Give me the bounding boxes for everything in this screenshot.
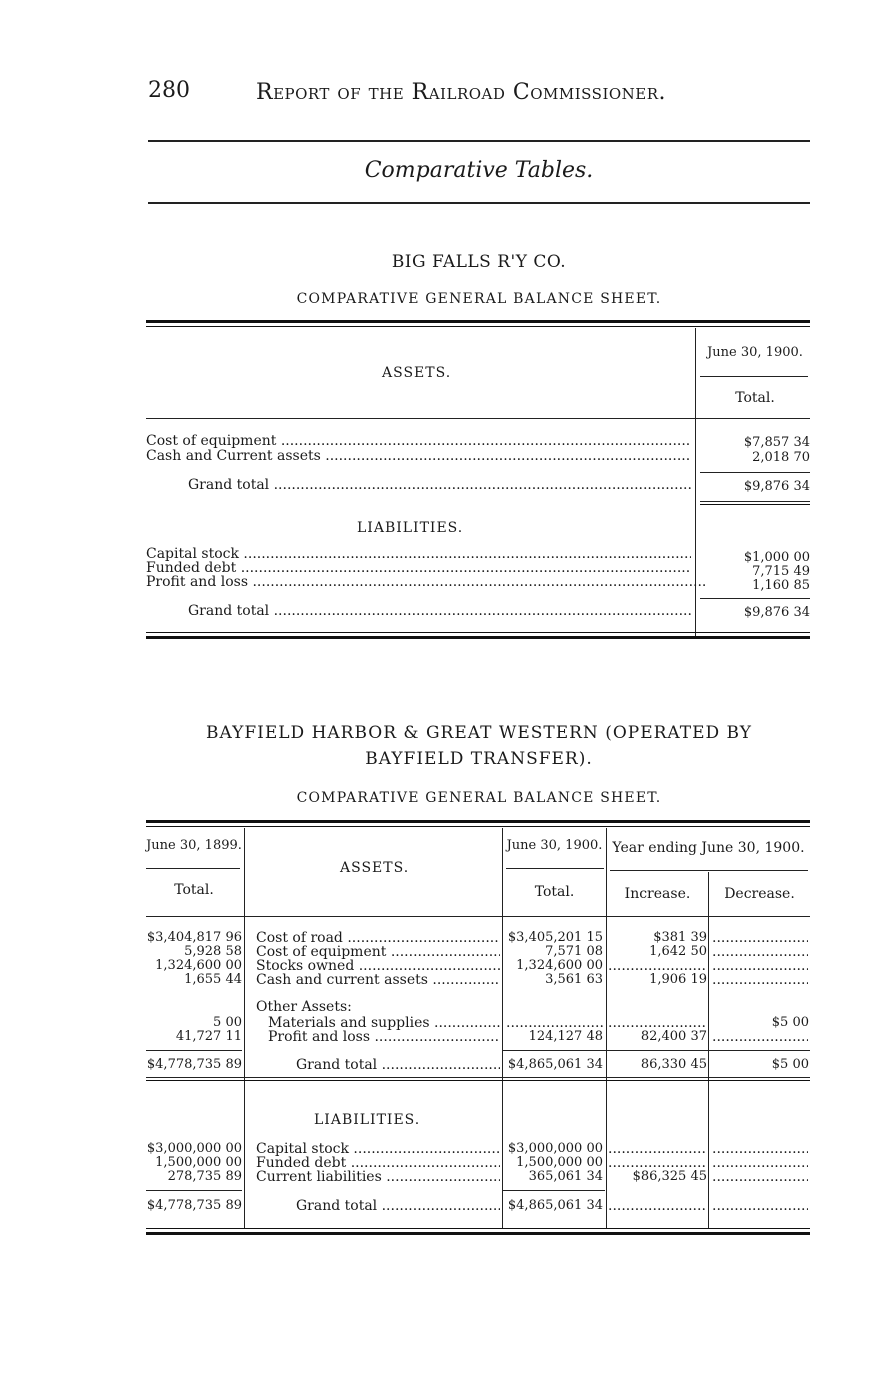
- bayfield-assets-subtotal-rule-2: [503, 1050, 810, 1051]
- cell-increase: [608, 1156, 706, 1170]
- cell-label: Grand total .....: [296, 1058, 500, 1072]
- cell-1899: $3,000,000 00: [146, 1141, 242, 1156]
- bayfield-col-divider-1: [244, 828, 245, 1228]
- cell-1899: 278,735 89: [167, 1169, 242, 1184]
- bayfield-date-1900-heading: June 30, 1900.: [506, 838, 603, 853]
- big-falls-column-divider: [695, 328, 696, 636]
- big-falls-bottom-rule: [146, 632, 810, 639]
- big-falls-assets-grand-total: $9,876 34: [743, 479, 810, 494]
- cell-1900: $4,865,061 34: [507, 1198, 603, 1213]
- cell-decrease: [712, 931, 808, 945]
- cell-1899: $3,404,817 96: [146, 930, 242, 945]
- bayfield-liabilities-heading: LIABILITIES.: [314, 1112, 421, 1128]
- bayfield-liab-subtotal-rule-2: [503, 1190, 605, 1191]
- cell-1899: 41,727 11: [175, 1029, 242, 1044]
- bayfield-1899-subrule: [146, 868, 240, 869]
- subtitle-rule: [148, 202, 810, 204]
- cell-1899: $4,778,735 89: [146, 1057, 242, 1072]
- big-falls-liability-row: Funded debt .....: [146, 561, 691, 575]
- cell-decrease: [712, 1199, 808, 1213]
- bayfield-sheet-title: COMPARATIVE GENERAL BALANCE SHEET.: [296, 790, 662, 806]
- cell-increase: $381 39: [653, 930, 707, 945]
- big-falls-liab-subtotal-rule: [700, 598, 810, 599]
- cell-decrease: [712, 1142, 808, 1156]
- big-falls-company-title: BIG FALLS R'Y CO.: [391, 252, 567, 272]
- bayfield-increase-heading: Increase.: [624, 886, 691, 902]
- cell-label: Profit and loss .....: [268, 1030, 500, 1044]
- big-falls-liability-total: $1,000 00: [743, 550, 810, 565]
- cell-decrease: $5 00: [771, 1015, 809, 1030]
- bayfield-year-ending-heading: Year ending June 30, 1900.: [612, 840, 805, 856]
- cell-increase: 1,642 50: [649, 944, 707, 959]
- cell-increase: 82,400 37: [640, 1029, 707, 1044]
- cell-1900: $3,000,000 00: [507, 1141, 603, 1156]
- bayfield-decrease-heading: Decrease.: [724, 886, 795, 902]
- cell-label: Materials and supplies .....: [268, 1016, 500, 1030]
- big-falls-liabilities-grand-total: $9,876 34: [743, 605, 810, 620]
- cell-label: Stocks owned .....: [256, 959, 500, 973]
- cell-increase: [608, 1142, 706, 1156]
- big-falls-assets-total-double-rule: [700, 501, 810, 505]
- big-falls-assets-grand-total-row: Grand total .....: [188, 478, 691, 492]
- big-falls-asset-row: Cash and Current assets .....: [146, 449, 691, 463]
- bayfield-assets-heading: ASSETS.: [340, 860, 410, 876]
- cell-increase: 1,906 19: [649, 972, 707, 987]
- page-number: 280: [148, 78, 190, 103]
- cell-decrease: [712, 1170, 808, 1184]
- bayfield-total-1899-heading: Total.: [174, 882, 214, 898]
- cell-label: Funded debt .....: [256, 1156, 500, 1170]
- bayfield-assets-subtotal-rule-1: [146, 1050, 242, 1051]
- big-falls-header-bottom-rule: [146, 418, 810, 419]
- bayfield-top-rule: [146, 820, 810, 827]
- cell-1899: 1,655 44: [184, 972, 242, 987]
- big-falls-liability-total: 7,715 49: [752, 564, 810, 579]
- big-falls-liability-row: Profit and loss .....: [146, 575, 706, 589]
- bayfield-assets-double-rule: [146, 1077, 810, 1081]
- cell-label: Capital stock .....: [256, 1142, 500, 1156]
- header-rule: [148, 140, 810, 142]
- big-falls-liability-total: 1,160 85: [752, 578, 810, 593]
- big-falls-date-heading: June 30, 1900.: [707, 345, 803, 360]
- bayfield-bottom-rule: [146, 1228, 810, 1235]
- cell-increase: [608, 1016, 706, 1030]
- cell-1900: 365,061 34: [528, 1169, 603, 1184]
- bayfield-total-1900-heading: Total.: [534, 884, 575, 900]
- cell-decrease: $5 00: [771, 1057, 809, 1072]
- bayfield-company-title-line2: BAYFIELD TRANSFER).: [365, 749, 593, 769]
- big-falls-liabilities-heading: LIABILITIES.: [357, 520, 464, 536]
- bayfield-liab-subtotal-rule-1: [146, 1190, 242, 1191]
- cell-decrease: [712, 1156, 808, 1170]
- bayfield-year-subrule: [610, 870, 808, 871]
- big-falls-total-heading: Total.: [735, 390, 775, 406]
- cell-1900: $4,865,061 34: [507, 1057, 603, 1072]
- cell-1900: 7,571 08: [545, 944, 603, 959]
- cell-label: Cost of equipment .....: [256, 945, 500, 959]
- cell-label: Cash and current assets .....: [256, 973, 500, 987]
- cell-increase: 86,330 45: [640, 1057, 707, 1072]
- cell-label: Current liabilities .....: [256, 1170, 500, 1184]
- section-subtitle: Comparative Tables.: [364, 158, 594, 183]
- cell-label: Cost of road .....: [256, 931, 500, 945]
- big-falls-liabilities-grand-total-row: Grand total .....: [188, 604, 691, 618]
- bayfield-company-title: [148, 720, 810, 772]
- big-falls-sheet-title: COMPARATIVE GENERAL BALANCE SHEET.: [296, 291, 662, 307]
- cell-1900: 1,324,600 00: [516, 958, 603, 973]
- cell-1900: 1,500,000 00: [516, 1155, 603, 1170]
- cell-decrease: [712, 959, 808, 973]
- bayfield-company-title-line1: BAYFIELD HARBOR & GREAT WESTERN (OPERATED BY: [206, 723, 752, 743]
- big-falls-top-rule: [146, 320, 810, 327]
- running-title: Report of the Railroad Commissioner.: [256, 80, 667, 105]
- cell-increase: [608, 1199, 706, 1213]
- big-falls-liability-row: Capital stock .....: [146, 547, 691, 561]
- big-falls-asset-row: Cost of equipment .....: [146, 434, 691, 448]
- cell-label: Grand total .....: [296, 1199, 500, 1213]
- big-falls-assets-subtotal-rule: [700, 472, 810, 473]
- big-falls-header-subrule: [700, 376, 808, 377]
- cell-1899: $4,778,735 89: [146, 1198, 242, 1213]
- big-falls-asset-total: 2,018 70: [752, 450, 810, 465]
- cell-1899: 5 00: [213, 1015, 242, 1030]
- cell-1900: 3,561 63: [545, 972, 603, 987]
- cell-1900: [506, 1016, 604, 1030]
- cell-decrease: [712, 1030, 808, 1044]
- cell-decrease: [712, 973, 808, 987]
- cell-increase: $86,325 45: [632, 1169, 707, 1184]
- cell-1900: 124,127 48: [528, 1029, 603, 1044]
- cell-1900: $3,405,201 15: [507, 930, 603, 945]
- big-falls-assets-heading: ASSETS.: [382, 365, 452, 381]
- cell-1899: 1,324,600 00: [155, 958, 242, 973]
- bayfield-other-assets-label: Other Assets:: [256, 999, 352, 1015]
- bayfield-1900-subrule: [506, 868, 604, 869]
- cell-increase: [608, 959, 706, 973]
- bayfield-header-bottom-rule: [146, 916, 810, 917]
- big-falls-asset-total: $7,857 34: [743, 435, 810, 450]
- cell-1899: 5,928 58: [184, 944, 242, 959]
- cell-1899: 1,500,000 00: [155, 1155, 242, 1170]
- bayfield-date-1899-heading: June 30, 1899.: [146, 838, 242, 853]
- cell-decrease: [712, 945, 808, 959]
